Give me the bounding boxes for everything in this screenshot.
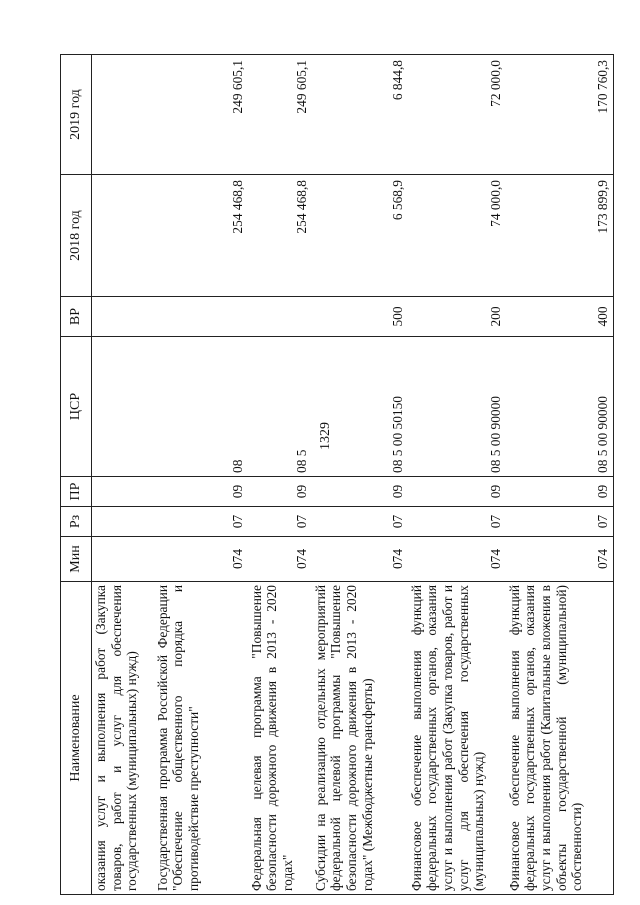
header-2019: 2019 год xyxy=(61,55,92,175)
row-min: 074 xyxy=(154,537,248,582)
table-row xyxy=(506,55,614,895)
row-csr: 08 5 xyxy=(248,337,312,477)
row-name: Государственная программа Российской Федерации "Обеспечение общественного порядка и противодействие преступности" xyxy=(154,582,248,895)
row-pr: 09 xyxy=(154,477,248,507)
row-rz: 07 xyxy=(312,507,408,537)
header-min: Мин xyxy=(61,537,92,582)
row-2019: 6 844,8 xyxy=(312,55,408,175)
table-row xyxy=(312,55,408,895)
header-2018: 2018 год xyxy=(61,175,92,297)
row-name: Субсидии на реализацию отдельных мероприятий федеральной целевой программы "Повышение безопасности дорожного движения в 2013 - 2020 годах" (Межбюджетные трансферты) xyxy=(312,582,408,895)
row-2018 xyxy=(92,175,154,297)
header-csr: ЦСР xyxy=(61,337,92,477)
header-name: Наименование xyxy=(61,582,92,895)
row-rz: 07 xyxy=(408,507,506,537)
header-vr: ВР xyxy=(61,297,92,337)
row-vr: 500 xyxy=(312,297,408,337)
row-2019: 249 605,1 xyxy=(154,55,248,175)
row-min: 074 xyxy=(248,537,312,582)
header-rz: Рз xyxy=(61,507,92,537)
row-2019: 170 760,3 xyxy=(506,55,614,175)
row-rz xyxy=(92,507,154,537)
row-2018: 6 568,9 xyxy=(312,175,408,297)
row-min: 074 xyxy=(312,537,408,582)
row-name: Финансовое обеспечение выполнения функций федеральных государственных органов, оказания услуг и выполнения работ (Капитальные вложения в объекты государственной (муниципальной) собственности) xyxy=(506,582,614,895)
row-2018: 254 468,8 xyxy=(154,175,248,297)
row-name: Федеральная целевая программа "Повышение безопасности дорожного движения в 2013 - 2020 годах" xyxy=(248,582,312,895)
row-csr xyxy=(92,337,154,477)
page-number: 1329 xyxy=(318,422,333,450)
row-rz: 07 xyxy=(154,507,248,537)
row-2019: 72 000,0 xyxy=(408,55,506,175)
row-csr: 08 xyxy=(154,337,248,477)
table-row xyxy=(408,55,506,895)
row-rz: 07 xyxy=(506,507,614,537)
row-pr xyxy=(92,477,154,507)
row-vr xyxy=(248,297,312,337)
row-vr: 200 xyxy=(408,297,506,337)
row-pr: 09 xyxy=(312,477,408,507)
row-csr: 08 5 00 90000 xyxy=(408,337,506,477)
row-vr xyxy=(154,297,248,337)
row-name: оказания услуг и выполнения работ (Закупка товаров, работ и услуг для обеспечения государственных (муниципальных) нужд) xyxy=(92,582,154,895)
budget-table xyxy=(60,54,614,895)
row-pr: 09 xyxy=(506,477,614,507)
row-2018: 173 899,9 xyxy=(506,175,614,297)
row-2019: 249 605,1 xyxy=(248,55,312,175)
row-min: 074 xyxy=(408,537,506,582)
header-pr: ПР xyxy=(61,477,92,507)
table-row xyxy=(154,55,248,895)
row-pr: 09 xyxy=(248,477,312,507)
row-csr: 08 5 00 90000 xyxy=(506,337,614,477)
table-row xyxy=(92,55,154,895)
row-min: 074 xyxy=(506,537,614,582)
row-2019 xyxy=(92,55,154,175)
row-csr: 08 5 00 50150 xyxy=(312,337,408,477)
table-row xyxy=(248,55,312,895)
row-2018: 254 468,8 xyxy=(248,175,312,297)
row-vr: 400 xyxy=(506,297,614,337)
row-pr: 09 xyxy=(408,477,506,507)
budget-table-rotated xyxy=(60,55,611,895)
row-rz: 07 xyxy=(248,507,312,537)
row-name: Финансовое обеспечение выполнения функций федеральных государственных органов, оказания услуг и выполнения работ (Закупка товаров, работ и услуг для обеспечения государственных (муниципальных) нужд) xyxy=(408,582,506,895)
row-min xyxy=(92,537,154,582)
row-2018: 74 000,0 xyxy=(408,175,506,297)
row-vr xyxy=(92,297,154,337)
header-row xyxy=(61,55,92,895)
